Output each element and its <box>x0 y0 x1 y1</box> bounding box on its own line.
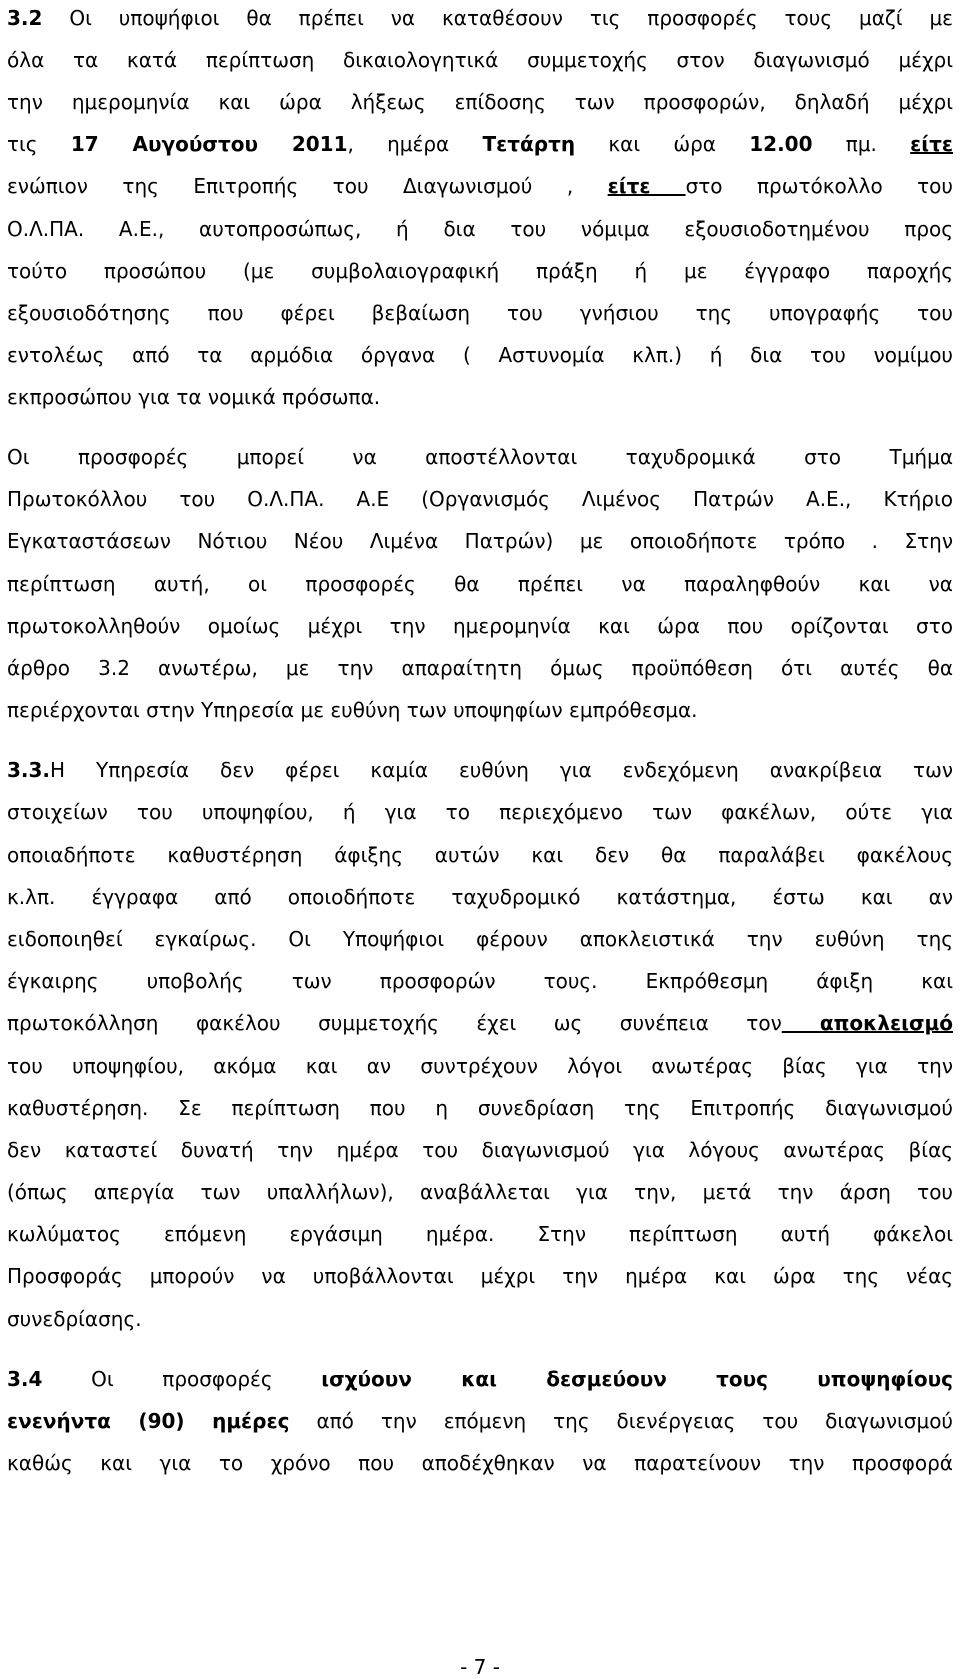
text-line: κωλύματος επόμενη εργάσιμη ημέρα. Στην περίπτωση αυτή φάκελοι <box>7 1222 953 1246</box>
section-number: 3.2 <box>7 6 43 30</box>
section-number: 3.4 <box>7 1367 43 1391</box>
text-line: δεν καταστεί δυνατή την ημέρα του διαγωνισμού για λόγους ανωτέρας βίας <box>7 1138 953 1162</box>
text-line: ενώπιον της Επιτροπής του Διαγωνισμού , είτε στο πρωτόκολλο του <box>7 174 953 198</box>
text-line: περίπτωση αυτή, οι προσφορές θα πρέπει να παραληφθούν και να <box>7 572 953 596</box>
validity-period: ενενήντα (90) ημέρες <box>7 1409 290 1433</box>
either-emphasis: είτε <box>607 174 686 198</box>
page-number: - 7 - <box>460 1655 500 1679</box>
section-number: 3.3. <box>7 758 51 782</box>
text-line: όλα τα κατά περίπτωση δικαιολογητικά συμμετοχής στον διαγωνισμό μέχρι <box>7 48 953 72</box>
text-line: Ο.Λ.ΠΑ. Α.Ε., αυτοπροσώπως, ή δια του νόμιμα εξουσιοδοτημένου προς <box>7 217 953 241</box>
text-line: ενενήντα (90) ημέρες από την επόμενη της διενέργειας του διαγωνισμού <box>7 1409 954 1433</box>
deadline-day: Τετάρτη <box>482 132 576 156</box>
text-line: στοιχείων του υποψηφίου, ή για το περιεχόμενο των φακέλων, ούτε για <box>7 800 953 824</box>
text-line: έγκαιρης υποβολής των προσφορών τους. Εκπρόθεσμη άφιξη και <box>7 969 953 993</box>
exclusion-emphasis: αποκλεισμό <box>781 1011 953 1035</box>
text-line: τούτο προσώπου (με συμβολαιογραφική πράξη ή με έγγραφο παροχής <box>7 259 953 283</box>
validity-emphasis: ισχύουν και δεσμεύουν τους υποψηφίους <box>321 1367 954 1391</box>
text-line: ειδοποιηθεί εγκαίρως. Οι Υποψήφιοι φέρουν αποκλειστικά την ευθύνη της <box>7 927 953 951</box>
text-line: Οι προσφορές μπορεί να αποστέλλονται ταχυδρομικά στο Τμήμα <box>7 445 953 469</box>
text-line: περιέρχονται στην Υπηρεσία με ευθύνη των υποψηφίων εμπρόθεσμα. <box>7 698 698 722</box>
text-line: την ημερομηνία και ώρα λήξεως επίδοσης των προσφορών, δηλαδή μέχρι <box>7 90 953 114</box>
text-line: εξουσιοδότησης που φέρει βεβαίωση του γνήσιου της υπογραφής του <box>7 301 953 325</box>
text-line: πρωτοκολληθούν ομοίως μέχρι την ημερομηνία και ώρα που ορίζονται στο <box>7 614 953 638</box>
text-line: εκπροσώπου για τα νομικά πρόσωπα. <box>7 385 381 409</box>
text-line: Προσφοράς μπορούν να υποβάλλονται μέχρι την ημέρα και ώρα της νέας <box>7 1264 953 1288</box>
text-line: εντολέως από τα αρμόδια όργανα ( Αστυνομία κλπ.) ή δια του νομίμου <box>7 343 953 367</box>
deadline-time: 12.00 <box>749 132 813 156</box>
text-line: 3.3.Η Υπηρεσία δεν φέρει καμία ευθύνη για ενδεχόμενη ανακρίβεια των <box>7 758 953 782</box>
text-line: 3.2 Οι υποψήφιοι θα πρέπει να καταθέσουν τις προσφορές τους μαζί με <box>7 6 953 30</box>
text-line: (όπως απεργία των υπαλλήλων), αναβάλλεται για την, μετά την άρση του <box>7 1180 953 1204</box>
text-line: οποιαδήποτε καθυστέρηση άφιξης αυτών και δεν θα παραλάβει φακέλους <box>7 843 953 867</box>
text-line: κ.λπ. έγγραφα από οποιοδήποτε ταχυδρομικό κατάστημα, έστω και αν <box>7 885 953 909</box>
text-line: τις 17 Αυγούστου 2011, ημέρα Τετάρτη και ώρα 12.00 πμ. είτε <box>7 132 953 156</box>
text-line: πρωτοκόλληση φακέλου συμμετοχής έχει ως συνέπεια τον αποκλεισμό <box>7 1011 953 1035</box>
text-line: άρθρο 3.2 ανωτέρω, με την απαραίτητη όμως προϋπόθεση ότι αυτές θα <box>7 656 953 680</box>
text-line: καθυστέρηση. Σε περίπτωση που η συνεδρίαση της Επιτροπής διαγωνισμού <box>7 1096 953 1120</box>
either-emphasis: είτε <box>910 132 953 156</box>
text-line: του υποψηφίου, ακόμα και αν συντρέχουν λόγοι ανωτέρας βίας για την <box>7 1054 953 1078</box>
text-line: Εγκαταστάσεων Νότιου Νέου Λιμένα Πατρών) με οποιοδήποτε τρόπο . Στην <box>7 529 953 553</box>
text-line: καθώς και για το χρόνο που αποδέχθηκαν να παρατείνουν την προσφορά <box>7 1451 953 1475</box>
text-line: 3.4 Οι προσφορές ισχύουν και δεσμεύουν τους υποψηφίους <box>7 1367 954 1391</box>
text-line: συνεδρίασης. <box>7 1307 142 1331</box>
deadline-date: 17 Αυγούστου 2011 <box>70 132 348 156</box>
text-line: Πρωτοκόλλου του Ο.Λ.ΠΑ. Α.Ε (Οργανισμός Λιμένος Πατρών Α.Ε., Κτήριο <box>7 487 953 511</box>
